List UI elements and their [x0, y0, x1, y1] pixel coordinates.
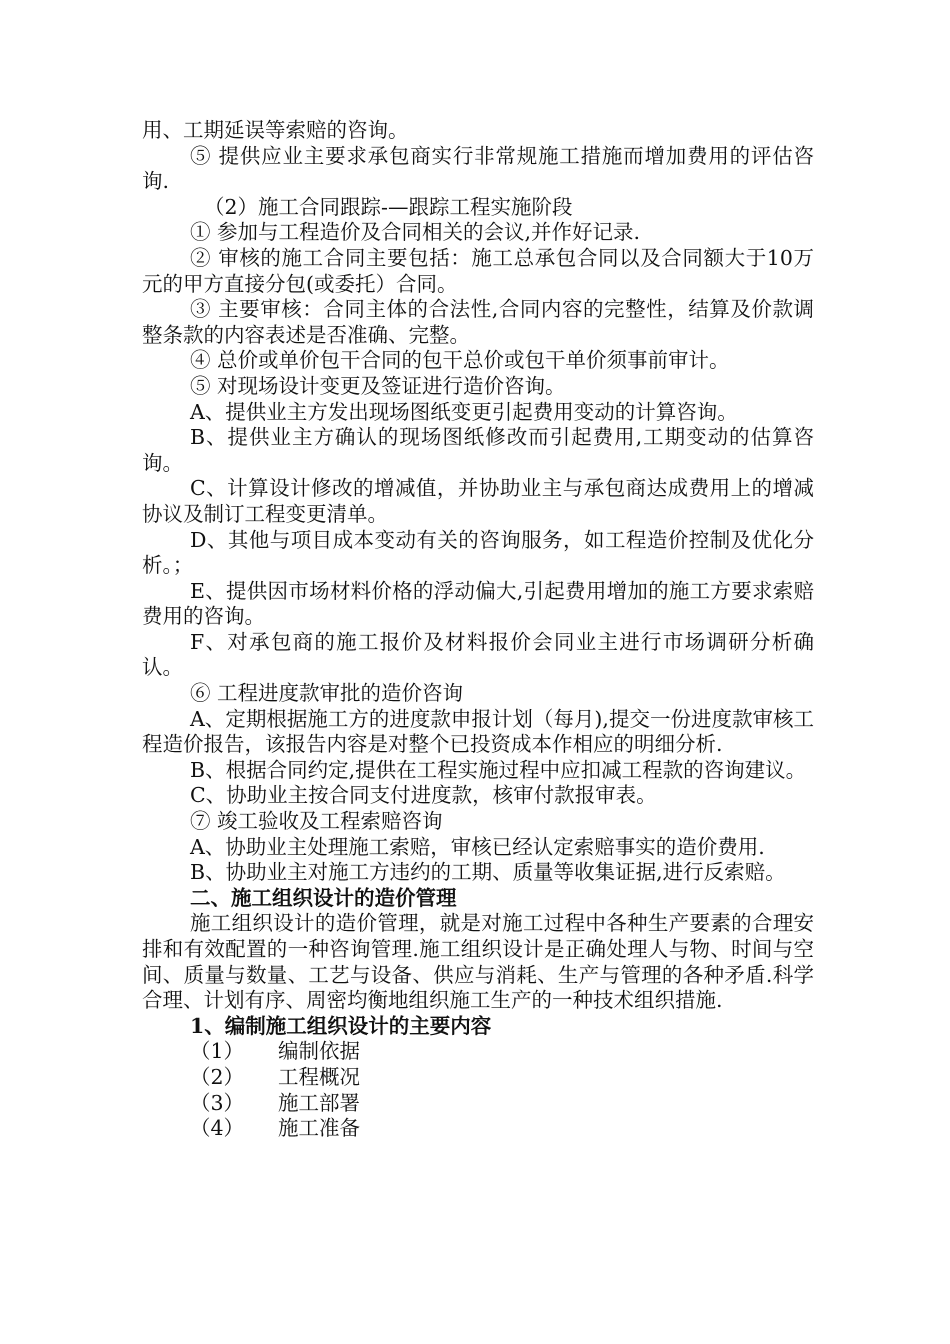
- document-body: [142, 118, 814, 1142]
- paragraph: A、定期根据施工方的进度款申报计划（每月),提交一份进度款审核工程造价报告，该报告内容是对整个已投资成本作相应的明细分析.: [142, 706, 814, 757]
- paragraph: E、提供因市场材料价格的浮动偏大,引起费用增加的施工方要求索赔费用的咨询。: [142, 578, 814, 629]
- paragraph: ⑥ 工程进度款审批的造价咨询: [190, 681, 464, 706]
- list-number: （4）: [190, 1116, 245, 1141]
- subsection-title: （2）施工合同跟踪-—跟踪工程实施阶段: [204, 194, 573, 219]
- paragraph: A、协助业主处理施工索赔，审核已经认定索赔事实的造价费用.: [190, 834, 765, 859]
- section-heading: 二、施工组织设计的造价管理: [190, 885, 457, 910]
- paragraph: F、对承包商的施工报价及材料报价会同业主进行市场调研分析确认。: [142, 629, 814, 680]
- paragraph: B、协助业主对施工方违约的工期、质量等收集证据,进行反索赔。: [190, 860, 786, 885]
- subsection-heading: 1、编制施工组织设计的主要内容: [190, 1013, 492, 1038]
- paragraph: ③ 主要审核：合同主体的合法性,合同内容的完整性，结算及价款调整条款的内容表述是否准确、完整。: [142, 297, 814, 347]
- list-number: （1）: [190, 1039, 245, 1064]
- list-text: 施工部署: [278, 1090, 360, 1115]
- paragraph: ② 审核的施工合同主要包括：施工总承包合同以及合同额大于10万元的甲方直接分包(或委托）合同。: [142, 245, 814, 296]
- paragraph: ① 参加与工程造价及合同相关的会议,并作好记录.: [190, 220, 641, 245]
- list-text: 施工准备: [278, 1116, 360, 1141]
- list-item: [142, 1116, 814, 1142]
- section-body: 施工组织设计的造价管理，就是对施工过程中各种生产要素的合理安排和有效配置的一种咨询管理.施工组织设计是正确处理人与物、时间与空间、质量与数量、工艺与设备、供应与消耗、生产与管理的各种矛盾.科学合理、计划有序、周密均衡地组织施工生产的一种技术组织措施.: [142, 911, 814, 1013]
- paragraph: ⑤ 提供应业主要求承包商实行非常规施工措施而增加费用的评估咨询.: [142, 143, 814, 194]
- list-text: 编制依据: [278, 1039, 360, 1064]
- paragraph: ⑦ 竣工验收及工程索赔咨询: [190, 809, 443, 834]
- paragraph: B、根据合同约定,提供在工程实施过程中应扣减工程款的咨询建议。: [190, 757, 807, 782]
- list-number: （3）: [190, 1090, 245, 1115]
- list-item: [142, 1065, 814, 1091]
- paragraph: D、其他与项目成本变动有关的咨询服务，如工程造价控制及优化分析。；: [142, 527, 814, 578]
- list-text: 工程概况: [278, 1064, 360, 1089]
- list-item: [142, 1039, 814, 1065]
- list-number: （2）: [190, 1064, 245, 1089]
- paragraph: C、协助业主按合同支付进度款，核审付款报审表。: [190, 783, 657, 808]
- paragraph: ⑤ 对现场设计变更及签证进行造价咨询。: [190, 373, 566, 398]
- paragraph: A、提供业主方发出现场图纸变更引起费用变动的计算咨询。: [190, 399, 738, 424]
- paragraph: ④ 总价或单价包干合同的包干总价或包干单价须事前审计。: [190, 348, 730, 373]
- paragraph: C、计算设计修改的增减值，并协助业主与承包商达成费用上的增减协议及制订工程变更清单。: [142, 476, 814, 526]
- list-item: [142, 1091, 814, 1117]
- paragraph: B、提供业主方确认的现场图纸修改而引起费用,工期变动的估算咨询。: [142, 425, 814, 475]
- paragraph: 用、工期延误等索赔的咨询。: [142, 118, 409, 142]
